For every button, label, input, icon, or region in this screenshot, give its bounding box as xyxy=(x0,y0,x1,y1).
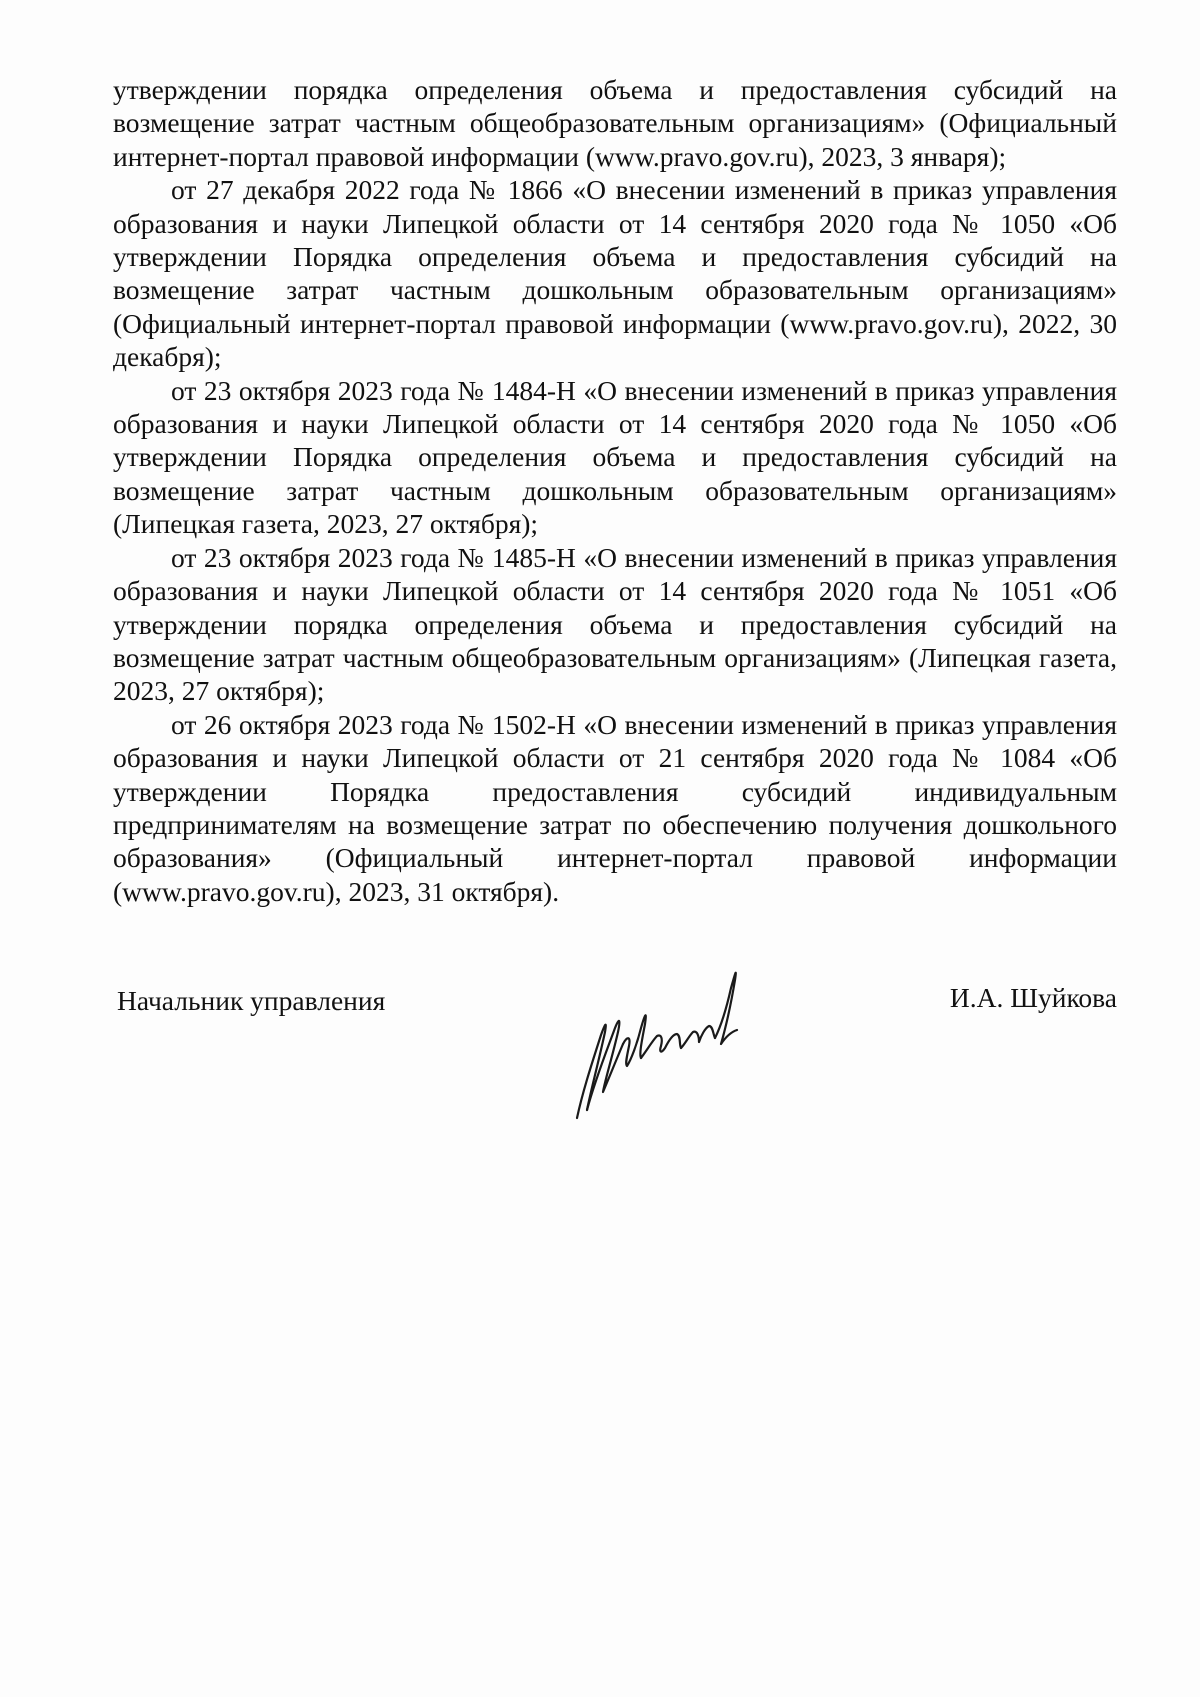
body-paragraph-4: от 23 октября 2023 года № 1485-Н «О внесении изменений в приказ управления образования и науки Липецкой области от 14 сентября 2020 года № 1051 «Об утверждении порядка определения объема и предоставления субсидий на возмещение затрат частным общеобразовательным организациям» (Липецкая газета, 2023, 27 октября); xyxy=(113,541,1117,707)
document-body xyxy=(113,73,1117,908)
handwritten-signature xyxy=(565,940,765,1120)
body-paragraph-1: утверждении порядка определения объема и предоставления субсидий на возмещение затрат частным общеобразовательным организациям» (Официальный интернет-портал правовой информации (www.pravo.gov.ru), 2023, 3 января); xyxy=(113,74,1117,172)
body-paragraph-3: от 23 октября 2023 года № 1484-Н «О внесении изменений в приказ управления образования и науки Липецкой области от 14 сентября 2020 года № 1050 «Об утверждении Порядка определения объема и предоставления субсидий на возмещение затрат частным дошкольным образовательным организациям» (Липецкая газета, 2023, 27 октября); xyxy=(113,374,1117,540)
signer-name: И.А. Шуйкова xyxy=(949,982,1117,1013)
signer-position-title: Начальник управления xyxy=(117,985,386,1016)
body-paragraph-2: от 27 декабря 2022 года № 1866 «О внесении изменений в приказ управления образования и науки Липецкой области от 14 сентября 2020 года № 1050 «Об утверждении Порядка определения объема и предоставления субсидий на возмещение затрат частным дошкольным образовательным организациям» (Официальный интернет-портал правовой информации (www.pravo.gov.ru), 2022, 30 декабря); xyxy=(113,174,1117,373)
body-paragraph-5: от 26 октября 2023 года № 1502-Н «О внесении изменений в приказ управления образования и науки Липецкой области от 21 сентября 2020 года № 1084 «Об утверждении Порядка предоставления субсидий индивидуальным предпринимателям на возмещение затрат по обеспечению получения дошкольного образования» (Официальный интернет-портал правовой информации (www.pravo.gov.ru), 2023, 31 октября). xyxy=(113,708,1117,907)
